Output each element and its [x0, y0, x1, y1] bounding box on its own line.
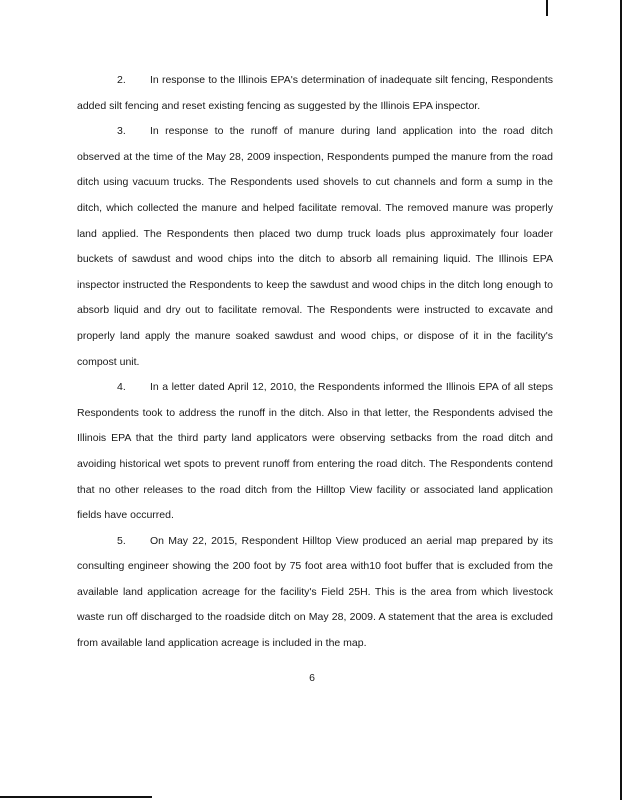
paragraph-number: 5.	[117, 534, 126, 547]
paragraph-text: In response to the Illinois EPA's determination of inadequate silt fencing, Respondents added silt fencing and reset existing fencing as suggested by the Illinois EPA inspector.	[77, 74, 553, 112]
paragraph-4	[77, 375, 553, 529]
scan-edge-line-top	[546, 0, 548, 16]
paragraph-number: 3.	[117, 125, 126, 138]
paragraph-number: 4.	[117, 381, 126, 394]
paragraph-text: In response to the runoff of manure during land application into the road ditch observed at the time of the May 28, 2009 inspection, Respondents pumped the manure from the road ditch using vacuum trucks. The Respondents used shovels to cut channels and form a sump in the ditch, which collected the manure and helped facilitate removal. The removed manure was properly land applied. The Respondents then placed two dump truck loads plus approximately four loader buckets of sawdust and wood chips into the ditch to absorb all remaining liquid. The Illinois EPA inspector instructed the Respondents to keep the sawdust and wood chips in the ditch long enough to absorb liquid and dry out to facilitate removal. The Respondents were instructed to excavate and properly land apply the manure soaked sawdust and wood chips, or dispose of it in the facility's compost unit.	[77, 125, 553, 368]
scan-edge-line-bottom	[0, 796, 152, 798]
paragraph-number: 2.	[117, 74, 126, 86]
page-number: 6	[309, 672, 315, 684]
paragraph-text: On May 22, 2015, Respondent Hilltop View produced an aerial map prepared by its consulting engineer showing the 200 foot by 75 foot area with10 foot buffer that is excluded from the available land application acreage for the facility's Field 25H. This is the area from which livestock waste run off discharged to the roadside ditch on May 28, 2009. A statement that the area is excluded from available land application acreage is included in the map.	[77, 534, 553, 650]
paragraph-text: In a letter dated April 12, 2010, the Respondents informed the Illinois EPA of all steps Respondents took to address the runoff in the ditch. Also in that letter, the Respondents advised the Illinois EPA that the third party land applicators were observing setbacks from the road ditch and avoiding historical wet spots to prevent runoff from entering the road ditch. The Respondents contend that no other releases to the road ditch from the Hilltop View facility or associated land application fields have occurred.	[77, 381, 553, 522]
paragraph-5	[77, 529, 553, 657]
document-body	[77, 68, 553, 657]
paragraph-2	[77, 68, 553, 119]
paragraph-3	[77, 119, 553, 375]
